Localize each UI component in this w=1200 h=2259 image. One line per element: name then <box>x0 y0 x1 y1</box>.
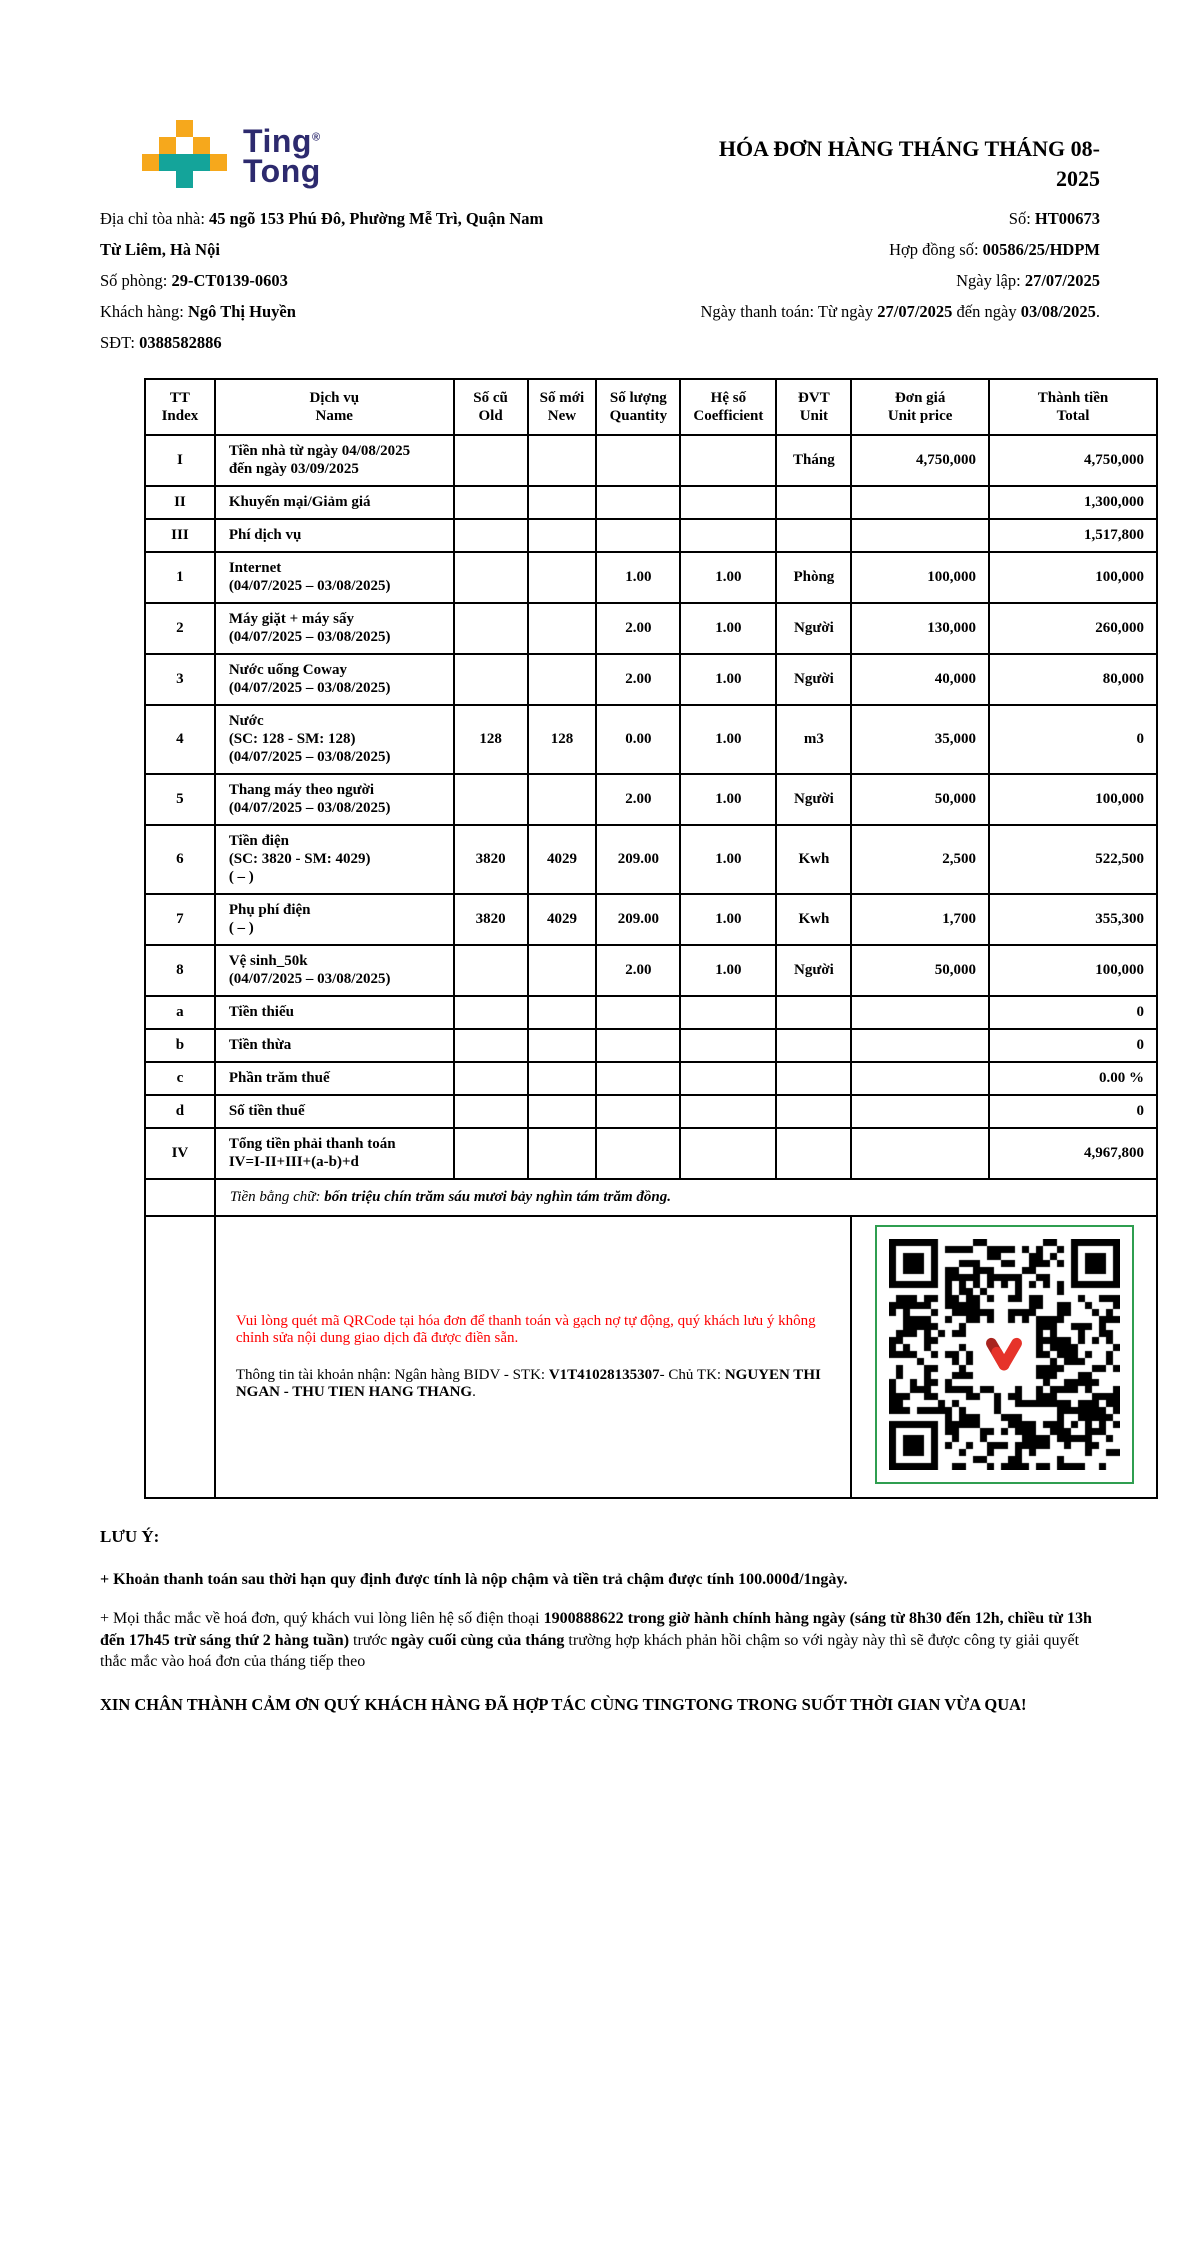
unit-price-cell: 100,000 <box>851 552 989 603</box>
index-cell: 6 <box>145 825 215 894</box>
invoice-title <box>719 134 1100 193</box>
column-header-en: Quantity <box>609 408 668 425</box>
coefficient-cell <box>680 519 776 552</box>
table-row-1 <box>145 552 1157 603</box>
invoice-meta <box>0 193 1200 358</box>
unit-price-cell <box>851 486 989 519</box>
new-reading-cell <box>528 1062 597 1095</box>
coefficient-cell: 1.00 <box>680 705 776 774</box>
table-row-7 <box>145 894 1157 945</box>
logo-pixel-empty <box>142 137 159 154</box>
total-cell: 100,000 <box>989 774 1157 825</box>
new-reading-cell: 4029 <box>528 894 597 945</box>
index-cell: 7 <box>145 894 215 945</box>
meta-line: Khách hàng: Ngô Thị Huyền <box>100 302 296 322</box>
qr-code-cell <box>851 1216 1157 1498</box>
total-cell: 4,967,800 <box>989 1128 1157 1179</box>
logo-pixel-empty <box>210 171 227 188</box>
payment-instructions <box>215 1216 852 1498</box>
old-reading-cell: 3820 <box>454 894 528 945</box>
column-header-vi: Đơn giá <box>894 390 946 407</box>
column-header-vi: Số lượng <box>609 390 667 407</box>
unit-price-cell: 50,000 <box>851 774 989 825</box>
column-header <box>528 379 597 435</box>
logo-pixel-empty <box>159 171 176 188</box>
index-cell: II <box>145 486 215 519</box>
old-reading-cell <box>454 1062 528 1095</box>
service-name-cell <box>215 654 454 705</box>
bank-account-info: Thông tin tài khoản nhận: Ngân hàng BIDV - STK: V1T41028135307- Chủ TK: NGUYEN THI NGAN - THU TIEN HANG THANG. <box>235 1367 821 1401</box>
new-reading-cell <box>528 1095 597 1128</box>
column-header-vi: ĐVT <box>798 390 830 407</box>
new-reading-cell <box>528 519 597 552</box>
coefficient-cell: 1.00 <box>680 825 776 894</box>
invoice-title-line2: 2025 <box>1056 165 1100 191</box>
old-reading-cell: 3820 <box>454 825 528 894</box>
unit-price-cell: 2,500 <box>851 825 989 894</box>
service-name-line: Vệ sinh_50k <box>228 953 308 970</box>
coefficient-cell: 1.00 <box>680 894 776 945</box>
coefficient-cell <box>680 1095 776 1128</box>
service-name-line: Tiền thừa <box>228 1037 292 1054</box>
column-header <box>680 379 776 435</box>
column-header-vi: Số cũ <box>473 390 508 407</box>
service-name-cell <box>215 1095 454 1128</box>
new-reading-cell <box>528 1029 597 1062</box>
quantity-cell <box>596 996 680 1029</box>
index-cell: d <box>145 1095 215 1128</box>
service-name-line: Số tiền thuế <box>228 1103 305 1120</box>
table-row-d <box>145 1095 1157 1128</box>
invoice-table <box>144 378 1158 1499</box>
column-header-en: Coefficient <box>693 408 764 425</box>
table-row-b <box>145 1029 1157 1062</box>
old-reading-cell <box>454 603 528 654</box>
quantity-cell <box>596 1128 680 1179</box>
quantity-cell <box>596 1095 680 1128</box>
payment-qr-code <box>875 1225 1134 1484</box>
service-name-line: Phí dịch vụ <box>228 527 302 544</box>
quantity-cell: 1.00 <box>596 552 680 603</box>
old-reading-cell: 128 <box>454 705 528 774</box>
service-name-cell <box>215 435 454 486</box>
logo-pixel <box>142 154 159 171</box>
old-reading-cell <box>454 654 528 705</box>
total-cell: 4,750,000 <box>989 435 1157 486</box>
column-header-en: Unit price <box>887 408 953 425</box>
column-header-en: Total <box>1056 408 1090 425</box>
total-cell: 100,000 <box>989 945 1157 996</box>
index-cell: III <box>145 519 215 552</box>
tingtong-logo-icon <box>142 120 227 188</box>
service-name-line: Tiền thiếu <box>228 1004 294 1021</box>
unit-price-cell <box>851 1128 989 1179</box>
table-row-c <box>145 1062 1157 1095</box>
logo-pixel <box>176 120 193 137</box>
service-name-line: Nước <box>228 713 264 730</box>
service-name-line: Internet <box>228 560 282 577</box>
quantity-cell: 0.00 <box>596 705 680 774</box>
new-reading-cell <box>528 1128 597 1179</box>
new-reading-cell: 128 <box>528 705 597 774</box>
unit-cell: Người <box>776 654 851 705</box>
table-body <box>145 435 1157 1498</box>
meta-right <box>700 203 1100 358</box>
logo-pixel <box>176 171 193 188</box>
table-row-II <box>145 486 1157 519</box>
unit-cell <box>776 996 851 1029</box>
logo-pixel <box>193 154 210 171</box>
old-reading-cell <box>454 945 528 996</box>
coefficient-cell: 1.00 <box>680 945 776 996</box>
logo-pixel-empty <box>210 120 227 137</box>
service-name-line: (04/07/2025 – 03/08/2025) <box>228 971 391 988</box>
unit-price-cell: 40,000 <box>851 654 989 705</box>
service-name-cell <box>215 486 454 519</box>
service-name-line: (04/07/2025 – 03/08/2025) <box>228 629 391 646</box>
new-reading-cell <box>528 774 597 825</box>
unit-price-cell: 35,000 <box>851 705 989 774</box>
footer-notes <box>0 1499 1200 1717</box>
total-cell: 80,000 <box>989 654 1157 705</box>
old-reading-cell <box>454 519 528 552</box>
service-name-line: Tiền điện <box>228 833 289 850</box>
unit-price-cell: 50,000 <box>851 945 989 996</box>
service-name-cell <box>215 825 454 894</box>
index-cell: 2 <box>145 603 215 654</box>
service-name-line: (SC: 3820 - SM: 4029) <box>228 851 371 868</box>
service-name-line: (04/07/2025 – 03/08/2025) <box>228 800 391 817</box>
unit-cell <box>776 1128 851 1179</box>
coefficient-cell <box>680 1128 776 1179</box>
new-reading-cell <box>528 552 597 603</box>
tingtong-wordmark <box>243 123 321 190</box>
logo-pixel <box>210 154 227 171</box>
column-header <box>145 379 215 435</box>
index-cell: 1 <box>145 552 215 603</box>
registered-mark-icon: ® <box>311 131 321 144</box>
amount-in-words: Tiền bằng chữ: bốn triệu chín trăm sáu mươi bảy nghìn tám trăm đồng. <box>215 1179 1157 1216</box>
brand-line1: Ting <box>243 123 312 159</box>
service-name-cell <box>215 1128 454 1179</box>
logo-pixel <box>159 154 176 171</box>
old-reading-cell <box>454 435 528 486</box>
table-header <box>145 379 1157 435</box>
service-name-line: Nước uống Coway <box>228 662 347 679</box>
service-name-line: (04/07/2025 – 03/08/2025) <box>228 749 391 766</box>
total-cell: 0 <box>989 1095 1157 1128</box>
unit-price-cell: 1,700 <box>851 894 989 945</box>
table-row-5 <box>145 774 1157 825</box>
unit-cell: Người <box>776 774 851 825</box>
quantity-cell: 2.00 <box>596 774 680 825</box>
unit-cell <box>776 1029 851 1062</box>
new-reading-cell <box>528 654 597 705</box>
service-name-line: (SC: 128 - SM: 128) <box>228 731 356 748</box>
column-header-vi: Số mới <box>539 390 585 407</box>
unit-cell: Kwh <box>776 894 851 945</box>
old-reading-cell <box>454 774 528 825</box>
header <box>0 0 1200 193</box>
service-name-cell <box>215 1062 454 1095</box>
service-name-line: (04/07/2025 – 03/08/2025) <box>228 680 391 697</box>
column-header-en: Name <box>315 408 353 425</box>
column-header <box>454 379 528 435</box>
service-name-cell <box>215 996 454 1029</box>
logo-pixel-empty <box>210 137 227 154</box>
total-cell: 260,000 <box>989 603 1157 654</box>
index-cell: c <box>145 1062 215 1095</box>
new-reading-cell: 4029 <box>528 825 597 894</box>
total-cell: 0.00 % <box>989 1062 1157 1095</box>
logo-pixel-empty <box>142 171 159 188</box>
new-reading-cell <box>528 435 597 486</box>
coefficient-cell <box>680 435 776 486</box>
unit-cell: m3 <box>776 705 851 774</box>
coefficient-cell: 1.00 <box>680 654 776 705</box>
total-cell: 1,517,800 <box>989 519 1157 552</box>
total-cell: 100,000 <box>989 552 1157 603</box>
service-name-line: Phần trăm thuế <box>228 1070 330 1087</box>
new-reading-cell <box>528 486 597 519</box>
logo-pixel-empty <box>193 171 210 188</box>
total-cell: 1,300,000 <box>989 486 1157 519</box>
service-name-line: Thang máy theo người <box>228 782 375 799</box>
column-header-en: Old <box>478 408 503 425</box>
logo-pixel-empty <box>193 120 210 137</box>
unit-cell <box>776 519 851 552</box>
logo-pixel <box>176 154 193 171</box>
column-header-en: New <box>547 408 577 425</box>
amount-in-words-row <box>145 1179 1157 1216</box>
invoice-title-line1: HÓA ĐƠN HÀNG THÁNG THÁNG 08- <box>718 136 1100 161</box>
service-name-line: Phụ phí điện <box>228 902 311 919</box>
unit-cell: Tháng <box>776 435 851 486</box>
thank-you-note: XIN CHÂN THÀNH CẢM ƠN QUÝ KHÁCH HÀNG ĐÃ HỢP TÁC CÙNG TINGTONG TRONG SUỐT THỜI GIAN VỪA QUA! <box>100 1694 1027 1714</box>
column-header <box>851 379 989 435</box>
logo-pixel-empty <box>176 137 193 154</box>
unit-price-cell: 130,000 <box>851 603 989 654</box>
unit-cell <box>776 486 851 519</box>
service-name-line: Khuyến mại/Giảm giá <box>228 494 371 511</box>
meta-line: Hợp đồng số: 00586/25/HDPM <box>889 240 1100 260</box>
unit-price-cell <box>851 1062 989 1095</box>
table-row-I <box>145 435 1157 486</box>
total-cell: 0 <box>989 996 1157 1029</box>
column-header <box>989 379 1157 435</box>
new-reading-cell <box>528 603 597 654</box>
service-name-line: ( – ) <box>228 920 254 937</box>
coefficient-cell: 1.00 <box>680 774 776 825</box>
index-cell-empty <box>145 1216 215 1498</box>
table-row-8 <box>145 945 1157 996</box>
service-name-line: đến ngày 03/09/2025 <box>228 461 359 478</box>
column-header-en: Index <box>161 408 199 425</box>
brand-line2: Tong <box>243 153 321 190</box>
service-name-cell <box>215 945 454 996</box>
meta-left <box>100 203 543 358</box>
column-header <box>596 379 680 435</box>
index-cell: 8 <box>145 945 215 996</box>
old-reading-cell <box>454 1095 528 1128</box>
old-reading-cell <box>454 996 528 1029</box>
coefficient-cell: 1.00 <box>680 552 776 603</box>
quantity-cell: 209.00 <box>596 894 680 945</box>
column-header <box>215 379 454 435</box>
service-name-cell <box>215 894 454 945</box>
index-cell: IV <box>145 1128 215 1179</box>
coefficient-cell: 1.00 <box>680 603 776 654</box>
coefficient-cell <box>680 1062 776 1095</box>
table-header-row <box>145 379 1157 435</box>
table-row-3 <box>145 654 1157 705</box>
brand-logo <box>142 118 321 188</box>
table-row-2 <box>145 603 1157 654</box>
index-cell: b <box>145 1029 215 1062</box>
unit-price-cell <box>851 1029 989 1062</box>
service-name-cell <box>215 705 454 774</box>
table-row-4 <box>145 705 1157 774</box>
service-name-cell <box>215 603 454 654</box>
column-header <box>776 379 851 435</box>
index-cell: a <box>145 996 215 1029</box>
quantity-cell <box>596 486 680 519</box>
meta-line: Địa chỉ tòa nhà: 45 ngõ 153 Phú Đô, Phường Mễ Trì, Quận Nam <box>100 209 544 229</box>
index-cell: I <box>145 435 215 486</box>
meta-line: Ngày thanh toán: Từ ngày 27/07/2025 đến ngày 03/08/2025. <box>700 302 1100 322</box>
index-cell-empty <box>145 1179 215 1216</box>
meta-line: Ngày lập: 27/07/2025 <box>956 271 1100 291</box>
quantity-cell <box>596 519 680 552</box>
notes-title: LƯU Ý: <box>100 1527 160 1547</box>
unit-cell <box>776 1095 851 1128</box>
column-header-vi: Hệ số <box>710 390 747 407</box>
service-name-line: Máy giặt + máy sấy <box>228 611 355 628</box>
service-name-cell <box>215 774 454 825</box>
meta-line: SĐT: 0388582886 <box>100 333 222 353</box>
column-header-vi: Thành tiền <box>1037 390 1109 407</box>
quantity-cell <box>596 1029 680 1062</box>
payment-row <box>145 1216 1157 1498</box>
unit-cell: Người <box>776 603 851 654</box>
service-name-cell <box>215 552 454 603</box>
unit-price-cell <box>851 519 989 552</box>
column-header-vi: Dịch vụ <box>309 390 360 407</box>
unit-cell: Người <box>776 945 851 996</box>
service-name-cell <box>215 1029 454 1062</box>
quantity-cell <box>596 435 680 486</box>
service-name-line: ( – ) <box>228 869 254 886</box>
new-reading-cell <box>528 945 597 996</box>
unit-price-cell: 4,750,000 <box>851 435 989 486</box>
coefficient-cell <box>680 486 776 519</box>
quantity-cell <box>596 1062 680 1095</box>
meta-line: Từ Liêm, Hà Nội <box>100 240 220 260</box>
old-reading-cell <box>454 1029 528 1062</box>
index-cell: 4 <box>145 705 215 774</box>
unit-cell <box>776 1062 851 1095</box>
table-row-III <box>145 519 1157 552</box>
meta-line: Số: HT00673 <box>1008 209 1100 229</box>
unit-cell: Kwh <box>776 825 851 894</box>
quantity-cell: 209.00 <box>596 825 680 894</box>
new-reading-cell <box>528 996 597 1029</box>
total-cell: 522,500 <box>989 825 1157 894</box>
unit-price-cell <box>851 1095 989 1128</box>
column-header-en: Unit <box>799 408 829 425</box>
hotline-note: + Mọi thắc mắc về hoá đơn, quý khách vui lòng liên hệ số điện thoại 1900888622 trong giờ hành chính hàng ngày (sáng từ 8h30 đến 12h, chiều từ 13h đến 17h45 trừ sáng thứ 2 hàng tuần) trước ngày cuối cùng của tháng trường hợp khách phản hồi chậm so với ngày này thì sẽ được công ty giải quyết thắc mắc vào hoá đơn của tháng tiếp theo <box>100 1610 1092 1671</box>
table-row-6 <box>145 825 1157 894</box>
qr-warning-text: Vui lòng quét mã QRCode tại hóa đơn để thanh toán và gạch nợ tự động, quý khách lưu ý không chỉnh sửa nội dung giao dịch đã được điền sẵn. <box>235 1313 816 1347</box>
service-name-cell <box>215 519 454 552</box>
logo-pixel <box>159 137 176 154</box>
table-row-a <box>145 996 1157 1029</box>
quantity-cell: 2.00 <box>596 603 680 654</box>
index-cell: 3 <box>145 654 215 705</box>
unit-cell: Phòng <box>776 552 851 603</box>
logo-pixel <box>193 137 210 154</box>
service-name-line: Tiền nhà từ ngày 04/08/2025 <box>228 443 411 460</box>
service-name-line: (04/07/2025 – 03/08/2025) <box>228 578 391 595</box>
column-header-vi: TT <box>169 390 190 407</box>
old-reading-cell <box>454 486 528 519</box>
unit-price-cell <box>851 996 989 1029</box>
table-row-IV <box>145 1128 1157 1179</box>
old-reading-cell <box>454 552 528 603</box>
vietqr-v-logo <box>977 1328 1031 1382</box>
total-cell: 0 <box>989 1029 1157 1062</box>
late-payment-note: + Khoản thanh toán sau thời hạn quy định được tính là nộp chậm và tiền trả chậm được tính 100.000đ/1ngày. <box>100 1571 848 1589</box>
logo-pixel-empty <box>159 120 176 137</box>
index-cell: 5 <box>145 774 215 825</box>
total-cell: 0 <box>989 705 1157 774</box>
coefficient-cell <box>680 1029 776 1062</box>
coefficient-cell <box>680 996 776 1029</box>
old-reading-cell <box>454 1128 528 1179</box>
quantity-cell: 2.00 <box>596 945 680 996</box>
service-name-line: IV=I-II+III+(a-b)+d <box>228 1154 359 1171</box>
meta-line: Số phòng: 29-CT0139-0603 <box>100 271 288 291</box>
logo-pixel-empty <box>142 120 159 137</box>
total-cell: 355,300 <box>989 894 1157 945</box>
quantity-cell: 2.00 <box>596 654 680 705</box>
service-name-line: Tổng tiền phải thanh toán <box>228 1136 396 1153</box>
